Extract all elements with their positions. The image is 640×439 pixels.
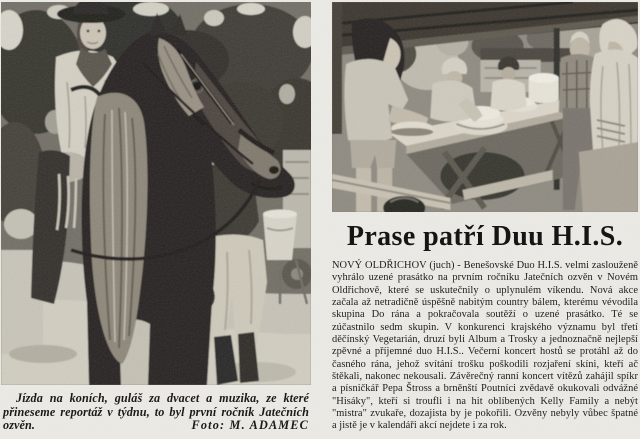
horse-photo	[1, 2, 311, 385]
horse-photo-art	[1, 2, 311, 385]
left-column	[1, 2, 311, 433]
article-body: NOVÝ OLDŘICHOV (juch) - Benešovské Duo H.I.S. velmi zaslouženě vyhrálo uzené prasátko na prvním ročníku Jatečních ozvěn v Novém Oldřichově, které se uskutečnily o uplynulém víkendu. Nová akce začala až netradičně úspěšně nabitým country bálem, kterému vévodila skupina Do rána a pokračovala soutěží o uzené prasátko. Té se zúčastnilo sedm skupin. V konkurenci krajského významu byl třetí děčínský Vegetarián, druzí byli Album a Trosky a jednoznačně nejlepší zpěvné a příjemné duo H.I.S.. Večerní koncert hostů se protáhl až do časného rána, jehož svítání trošku poškodili rozjaření skíni, kteří ač štěkali, nakonec nekousali. Závěrečný ranní koncert vítězů zahájil spíkr a písničkář Pepa Štross a brněnští Poutníci zvědavě okukovali odvážné "Hisáky", kteří si troufli i na hit oblíbených Kelly Family a nebýt "mistra" zvukaře, dozajista by je pokořili. Ozvěny nebyly vůbec špatné a jistě je v kalendáři akcí nejdete i za rok.	[332, 260, 638, 432]
caption-text: Jízda na koních, guláš za dvacet a muzika, ze které přineseme reportáž v týdnu, to byl první ročník Jatečních ozvěn.	[3, 391, 309, 433]
article-column	[332, 2, 638, 433]
photo-credit: Foto: M. ADAMEC	[171, 419, 309, 433]
table-photo	[332, 2, 638, 212]
article-headline: Prase patří Duu H.I.S.	[346, 221, 624, 252]
table-photo-art	[332, 2, 638, 212]
photo-caption	[3, 392, 309, 433]
